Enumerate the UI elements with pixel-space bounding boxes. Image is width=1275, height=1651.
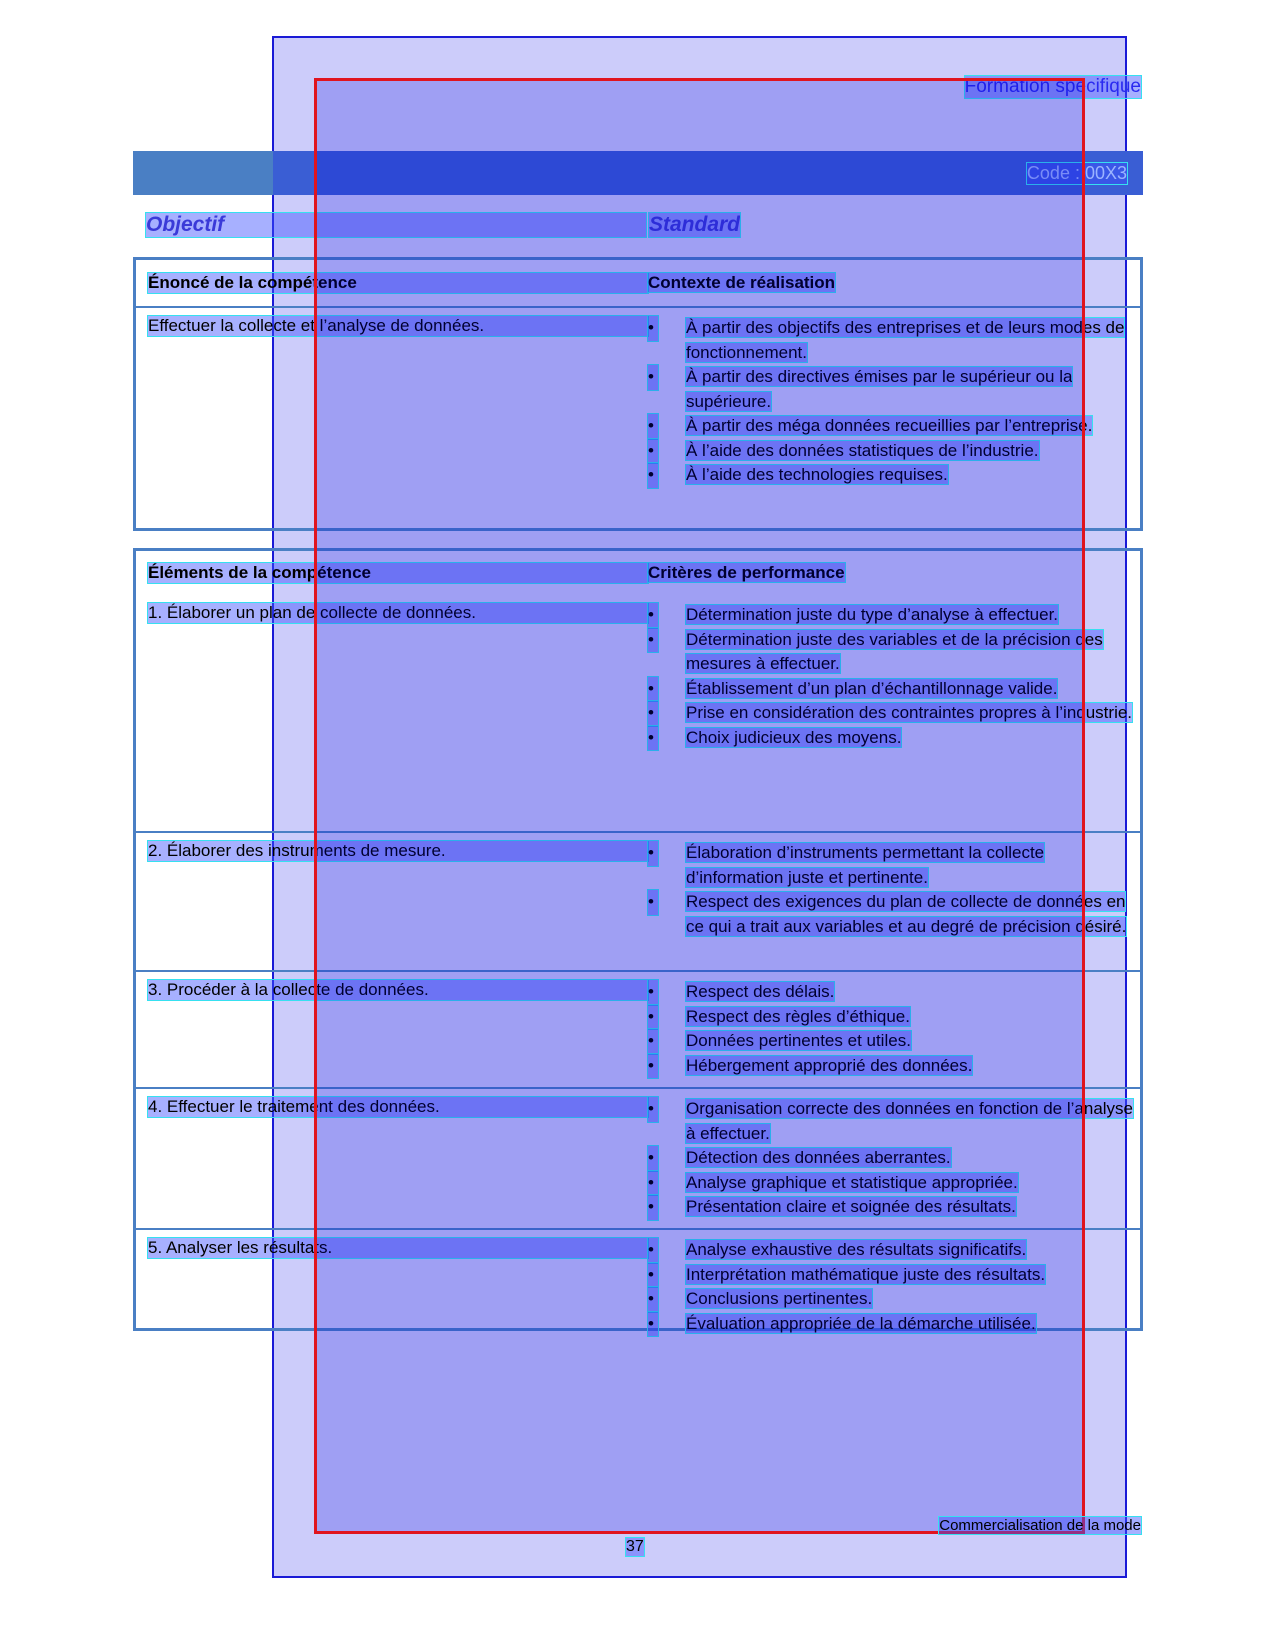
bullet-icon: • [648, 1146, 658, 1171]
layout-region-inner [314, 78, 1085, 1534]
critere-text: Prise en considération des contraintes propres à l’industrie. [686, 703, 1133, 722]
page-number: 37 [626, 1538, 644, 1555]
critere-text: Détection des données aberrantes. [686, 1148, 951, 1167]
contexte-text: À partir des méga données recueillies par l’entreprise. [686, 416, 1093, 435]
critere-text: Respect des exigences du plan de collecte de données en ce qui a trait aux variables et au degré de précision désiré. [686, 892, 1127, 936]
bullet-icon: • [648, 1238, 658, 1263]
col-elements: Éléments de la compétence [148, 563, 648, 583]
critere-text: Évaluation appropriée de la démarche utilisée. [686, 1313, 1036, 1333]
contexte-text: À l’aide des données statistiques de l’industrie. [686, 440, 1039, 460]
element-label: 1. Élaborer un plan de collecte de données. [148, 603, 648, 623]
critere-text: Respect des délais. [686, 982, 835, 1001]
critere-text: Établissement d’un plan d’échantillonnage valide. [686, 678, 1058, 698]
critere-text: Analyse graphique et statistique appropriée. [686, 1172, 1018, 1192]
bullet-icon: • [648, 841, 658, 866]
bullet-icon: • [648, 365, 658, 390]
bullet-icon: • [648, 980, 658, 1005]
critere-text: Hébergement approprié des données. [686, 1055, 973, 1075]
col-criteres: Critères de performance [648, 563, 845, 582]
bullet-icon: • [648, 439, 658, 464]
bullet-icon: • [648, 463, 658, 488]
element-label: 3. Procéder à la collecte de données. [148, 980, 648, 1000]
critere-text: Organisation correcte des données en fonction de l’analyse à effectuer. [686, 1099, 1134, 1143]
bullet-icon: • [648, 1171, 658, 1196]
critere-text: Détermination juste du type d’analyse à effectuer. [686, 605, 1059, 624]
bullet-icon: • [648, 414, 658, 439]
col-contexte: Contexte de réalisation [648, 273, 836, 292]
bullet-icon: • [648, 677, 658, 702]
standard-heading: Standard [649, 213, 741, 236]
bullet-icon: • [648, 1287, 658, 1312]
critere-text: Détermination juste des variables et de la précision des mesures à effectuer. [686, 629, 1103, 673]
bullet-icon: • [648, 603, 658, 628]
bullet-icon: • [648, 1263, 658, 1288]
bullet-icon: • [648, 316, 658, 341]
bullet-icon: • [648, 1005, 658, 1030]
bullet-icon: • [648, 726, 658, 751]
contexte-text: À partir des directives émises par le supérieur ou la supérieure. [686, 367, 1073, 411]
critere-text: Élaboration d’instruments permettant la collecte d’information juste et pertinente. [686, 843, 1045, 887]
bullet-icon: • [648, 890, 658, 915]
contexte-text: À partir des objectifs des entreprises et de leurs modes de fonctionnement. [686, 318, 1125, 362]
bullet-icon: • [648, 1312, 658, 1337]
header-title: Formation spécifique [964, 76, 1141, 97]
competence-statement: Effectuer la collecte et l’analyse de données. [148, 316, 648, 336]
critere-text: Présentation claire et soignée des résultats. [686, 1197, 1016, 1216]
critere-text: Respect des règles d’éthique. [686, 1006, 910, 1026]
code-band-left [133, 151, 273, 195]
critere-text: Interprétation mathématique juste des résultats. [686, 1264, 1046, 1284]
bullet-icon: • [648, 1054, 658, 1079]
footer-program: Commercialisation de la mode [939, 1517, 1141, 1534]
bullet-icon: • [648, 628, 658, 653]
critere-text: Analyse exhaustive des résultats significatifs. [686, 1240, 1027, 1259]
bullet-icon: • [648, 701, 658, 726]
critere-text: Données pertinentes et utiles. [686, 1031, 911, 1050]
code-label: Code : 00X3 [1026, 163, 1127, 183]
contexte-text: À l’aide des technologies requises. [686, 465, 948, 484]
objectif-heading: Objectif [146, 213, 646, 237]
element-label: 5. Analyser les résultats. [148, 1238, 648, 1258]
element-label: 4. Effectuer le traitement des données. [148, 1097, 648, 1117]
bullet-icon: • [648, 1195, 658, 1220]
col-enonce: Énoncé de la compétence [148, 273, 648, 293]
element-label: 2. Élaborer des instruments de mesure. [148, 841, 648, 861]
critere-text: Choix judicieux des moyens. [686, 727, 902, 747]
bullet-icon: • [648, 1097, 658, 1122]
bullet-icon: • [648, 1029, 658, 1054]
critere-text: Conclusions pertinentes. [686, 1289, 873, 1308]
